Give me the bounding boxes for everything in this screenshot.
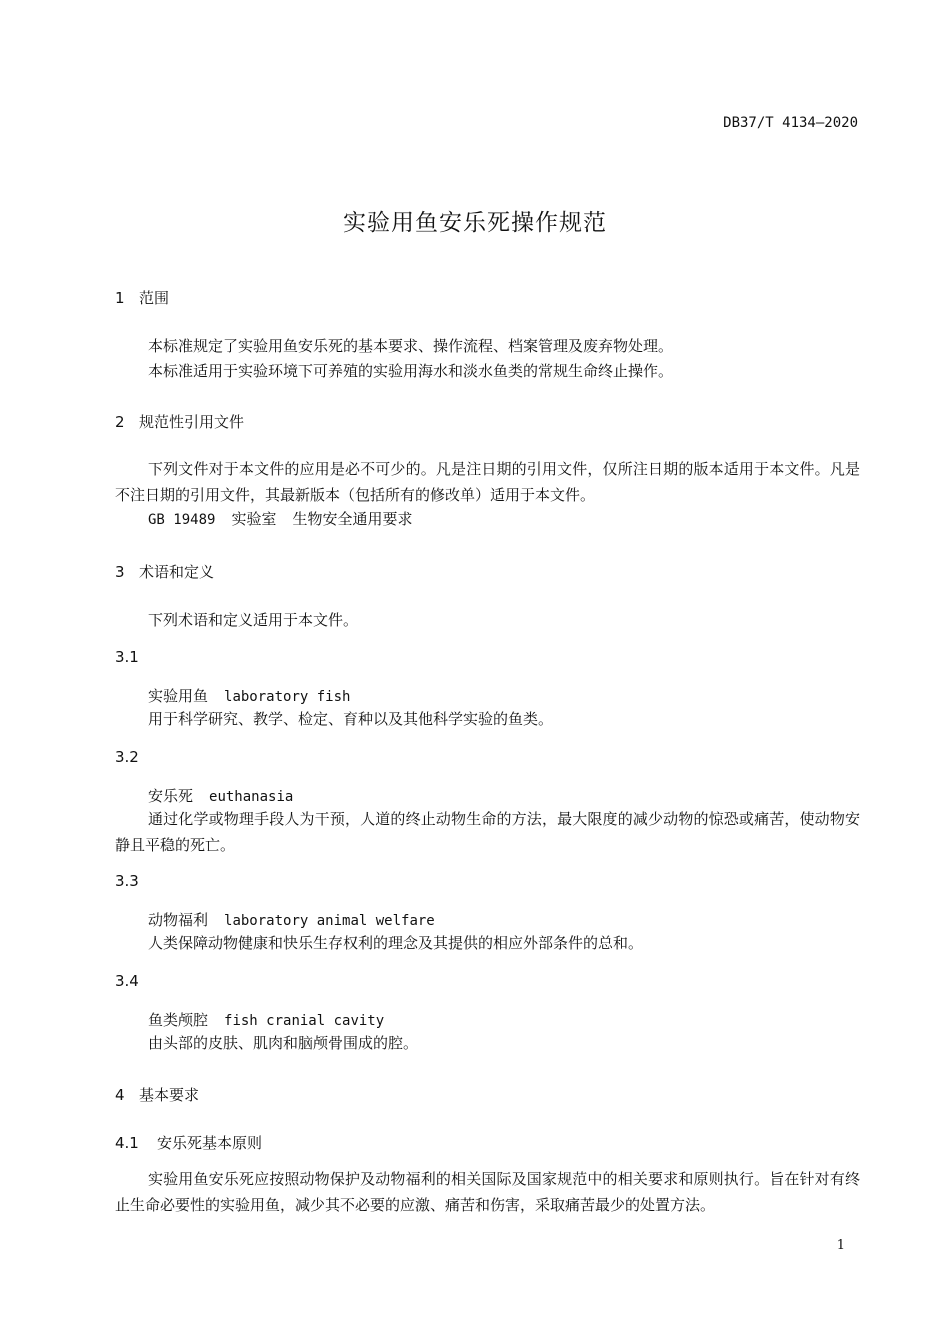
term-chinese: 实验用鱼 xyxy=(148,687,209,705)
subsection-number: 4.1 xyxy=(115,1134,139,1152)
term-chinese: 动物福利 xyxy=(148,911,209,929)
section-title: 术语和定义 xyxy=(139,563,215,581)
term-3-2-number: 3.2 xyxy=(115,748,139,766)
term-3-3-number: 3.3 xyxy=(115,872,139,890)
section-title: 基本要求 xyxy=(139,1086,200,1104)
section-3-paragraph-1: 下列术语和定义适用于本文件。 xyxy=(148,611,359,629)
term-3-4-number: 3.4 xyxy=(115,972,139,990)
term-3-1-definition: 用于科学研究、教学、检定、育种以及其他科学实验的鱼类。 xyxy=(148,710,554,728)
page-number: 1 xyxy=(836,1238,845,1253)
section-1-heading xyxy=(115,287,169,308)
term-3-1 xyxy=(148,685,350,706)
term-english: euthanasia xyxy=(209,789,294,805)
term-3-4 xyxy=(148,1009,384,1030)
section-number: 4 xyxy=(115,1086,125,1104)
section-number: 2 xyxy=(115,413,125,431)
term-3-3 xyxy=(148,909,435,930)
section-number: 3 xyxy=(115,563,125,581)
document-code: DB37/T 4134—2020 xyxy=(723,115,858,131)
section-3-heading xyxy=(115,561,214,582)
section-4-heading xyxy=(115,1084,199,1105)
section-title: 规范性引用文件 xyxy=(139,413,245,431)
term-english: laboratory animal welfare xyxy=(224,913,435,929)
section-1-paragraph-2: 本标准适用于实验环境下可养殖的实验用海水和淡水鱼类的常规生命终止操作。 xyxy=(148,362,674,380)
reference-title-part-1: 实验室 xyxy=(231,510,277,528)
reference-code: GB 19489 xyxy=(148,512,216,528)
document-title: 实验用鱼安乐死操作规范 xyxy=(343,210,607,236)
section-1-paragraph-1: 本标准规定了实验用鱼安乐死的基本要求、操作流程、档案管理及废弃物处理。 xyxy=(148,337,674,355)
term-3-2-definition: 通过化学或物理手段人为干预，人道的终止动物生命的方法，最大限度的减少动物的惊恐或痛苦，使动物安静且平稳的死亡。 xyxy=(115,810,860,854)
subsection-title: 安乐死基本原则 xyxy=(157,1134,263,1152)
section-4-1-paragraph-1: 实验用鱼安乐死应按照动物保护及动物福利的相关国际及国家规范中的相关要求和原则执行。旨在针对有终止生命必要性的实验用鱼，减少其不必要的应激、痛苦和伤害，采取痛苦最少的处置方法。 xyxy=(115,1170,860,1214)
section-4-1-heading xyxy=(115,1132,262,1153)
term-3-3-definition: 人类保障动物健康和快乐生存权利的理念及其提供的相应外部条件的总和。 xyxy=(148,934,644,952)
term-english: laboratory fish xyxy=(224,689,351,705)
section-title: 范围 xyxy=(139,289,170,307)
term-chinese: 安乐死 xyxy=(148,787,194,805)
term-3-4-definition: 由头部的皮肤、肌肉和脑颅骨围成的腔。 xyxy=(148,1034,419,1052)
reference-title-part-2: 生物安全通用要求 xyxy=(292,510,413,528)
term-3-2 xyxy=(148,785,293,806)
section-2-heading xyxy=(115,411,244,432)
normative-reference xyxy=(148,508,412,529)
section-2-paragraph-1: 下列文件对于本文件的应用是必不可少的。凡是注日期的引用文件，仅所注日期的版本适用于本文件。凡是不注日期的引用文件，其最新版本（包括所有的修改单）适用于本文件。 xyxy=(115,460,860,504)
term-chinese: 鱼类颅腔 xyxy=(148,1011,209,1029)
term-3-1-number: 3.1 xyxy=(115,648,139,666)
section-number: 1 xyxy=(115,289,125,307)
term-english: fish cranial cavity xyxy=(224,1013,385,1029)
